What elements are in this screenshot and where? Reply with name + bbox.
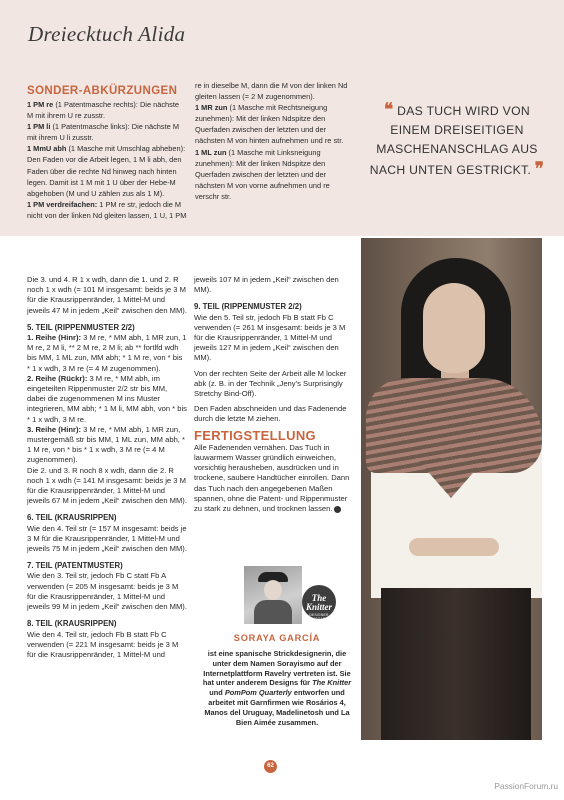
- pull-quote: [364, 100, 550, 180]
- paragraph: Wie den 3. Teil str, jedoch Fb C statt Fb A verwenden (= 205 M insgesamt: beids je 3 M für die Krausrippenränder, 1 Mittel-M und jeweils 99 M in jedem „Keil“ zwischen den MM).: [27, 571, 187, 612]
- page-title: Dreiecktuch Alida: [28, 22, 186, 46]
- pattern-row: 3. Reihe (Hinr): 3 M re, * MM abh, 1 MR zun, mustergemäß str bis MM, 1 ML zun, MM abh, * 1 M re, von * bis * 1 x wdh, 3 M re (= 4 M zugenommen).: [27, 424, 185, 465]
- knitter-badge: [302, 585, 336, 619]
- pattern-row: 1. Reihe (Hinr): 3 M re, * MM abh, 1 MR zun, 1 M re, 2 M li, ** 2 M re, 2 M li; ab ** fortlfd wdh bis MM, 1 ML zun, MM abh; * 1 M re, von * bis * 1 x wdh, 3 M re (= 4 M zugenommen).: [27, 333, 187, 373]
- body-column-2: [194, 275, 354, 519]
- author-bio: ist eine spanische Strickdesignerin, die unter dem Namen Sorayismo auf der Internetplattform Ravelry vertreten ist. Sie hat unter anderem Designs für The Knitter und PomPom Quarterly entworfen und arbeitet mit Garnfirmen wie Rosários 4, Manos del Uruguay, Madelinetosh und La Bien Aimée zusammen.: [202, 649, 352, 727]
- section-heading: 5. TEIL (RIPPENMUSTER 2/2): [27, 322, 135, 332]
- abbreviation-entry: 1 MR zun (1 Masche mit Rechtsneigung zunehmen): Mit der linken Ndspitze den Querfaden zwischen der letzten und der nächsten M von hinten aufnehmen und re str.: [195, 103, 344, 146]
- paragraph: Wie den 4. Teil str, jedoch Fb B statt Fb C verwenden (= 221 M insgesamt: beids je 3 M für die Krausrippenränder, 1 Mittel-M und: [27, 629, 179, 659]
- author-name: SORAYA GARCÍA: [233, 633, 321, 643]
- abbreviation-entry: 1 ML zun (1 Masche mit Linksneigung zunehmen): Mit der linken Ndspitze den Querfaden zwischen der letzten und der nächsten M von vorne aufnehmen und re verschr str.: [195, 147, 330, 201]
- badge-logo-text: The Knitter: [305, 593, 332, 612]
- section-heading: 9. TEIL (RIPPENMUSTER 2/2): [194, 302, 302, 312]
- paragraph: Den Faden abschneiden und das Fadenende durch die letzte M ziehen.: [194, 404, 347, 424]
- paragraph: jeweils 107 M in jedem „Keil“ zwischen den MM).: [194, 275, 339, 295]
- abbreviation-entry: 1 PM li (1 Patentmasche links): Die nächste M mit ihrem U li zusstr.: [27, 122, 179, 143]
- paragraph: Wie den 5. Teil str, jedoch Fb B statt Fb C verwenden (= 261 M insgesamt: beids je 3 M für die Krausrippenränder, 1 Mittel-M und jeweils 127 M in jedem „Keil“ zwischen den MM).: [194, 312, 346, 363]
- abbreviation-entry: re in dieselbe M, dann die M von der linken Nd gleiten lassen (= 2 M zugenommen).: [195, 81, 348, 102]
- finishing-heading: FERTIGSTELLUNG: [194, 427, 316, 443]
- model-photo: [361, 238, 542, 740]
- watermark: PassionForum.ru: [494, 781, 558, 791]
- section-heading: 6. TEIL (KRAUSRIPPEN): [27, 513, 117, 523]
- pull-quote-text: DAS TUCH WIRD VON EINEM DREISEITIGEN MASCHENANSCHLAG AUS NACH UNTEN GESTRICKT.: [369, 104, 538, 177]
- paragraph: Von der rechten Seite der Arbeit alle M locker abk (z. B. in der Technik „Jeny’s Surprisingly Stretchy Bind-Off).: [194, 368, 347, 399]
- body-column-1: [27, 275, 187, 665]
- abbreviations-heading: SONDER-ABKÜRZUNGEN: [27, 85, 178, 97]
- paragraph: Wie den 4. Teil str (= 157 M insgesamt: beids je 3 M für die Krausrippenränder, 1 Mittel-M und jeweils 75 M in jedem „Keil“ zwischen den MM).: [27, 523, 187, 554]
- abbreviation-entry: 1 PM verdreifachen: 1 PM re str, jedoch die M nicht von der linken Nd gleiten lassen, 1 U, 1 PM: [27, 199, 187, 220]
- section-heading: 8. TEIL (KRAUSRIPPEN): [27, 619, 117, 629]
- paragraph: Die 2. und 3. R noch 8 x wdh, dann die 2. R noch 1 x wdh (= 141 M insgesamt: beids je 3 M für die Krausrippenränder, 1 Mittel-M und jeweils 67 M in jedem „Keil“ zwischen den MM).: [27, 465, 187, 506]
- badge-subtext: DESIGNER AUSGABE: [309, 613, 329, 621]
- author-photo: [244, 566, 302, 624]
- abbreviation-entry: 1 MmU abh (1 Masche mit Umschlag abheben): Den Faden vor die Arbeit legen, 1 M li abh, den Faden über die rechte Nd hinweg nach hinten legen. Damit ist 1 M mit 1 U über der Hebe-M abgehoben (M und U zählen zus als 1 M).: [27, 144, 186, 198]
- open-quote-icon: ❝: [384, 100, 394, 119]
- abbreviations-column-1: [27, 99, 187, 221]
- abbreviation-entry: 1 PM re (1 Patentmasche rechts): Die nächste M mit ihrem U re zusstr.: [27, 100, 179, 121]
- end-mark-icon: [334, 506, 341, 513]
- pattern-row: 2. Reihe (Rückr): 3 M re, * MM abh, im eingeteilten Rippenmuster 2/2 str bis MM, dabei die zugenommenen M ins Muster integrieren, MM abh; * 1 M li, MM abh, von * bis * 1 x wdh, 3 M re.: [27, 373, 187, 424]
- paragraph: Alle Fadenenden vernähen. Das Tuch in lauwarmem Wasser gründlich einweichen, vorsichtig herausheben, ausdrücken und in trockene, saubere Handtücher einrollen. Dann das Tuch nach den angegebenen Maßen spannen, ohne die Patent- und Rippenmuster zu stark zu dehnen, und trocknen lassen.: [194, 442, 350, 514]
- page-number: 62: [264, 760, 277, 773]
- abbreviations-column-2: [195, 80, 353, 202]
- paragraph: Die 3. und 4. R 1 x wdh, dann die 1. und 2. R noch 1 x wdh (= 101 M insgesamt: beids je 3 M für die Krausrippenränder, 1 Mittel-M und jeweils 47 M in jedem „Keil“ zwischen den MM).: [27, 275, 187, 315]
- section-heading: 7. TEIL (PATENTMUSTER): [27, 561, 123, 571]
- close-quote-icon: ❞: [534, 159, 545, 178]
